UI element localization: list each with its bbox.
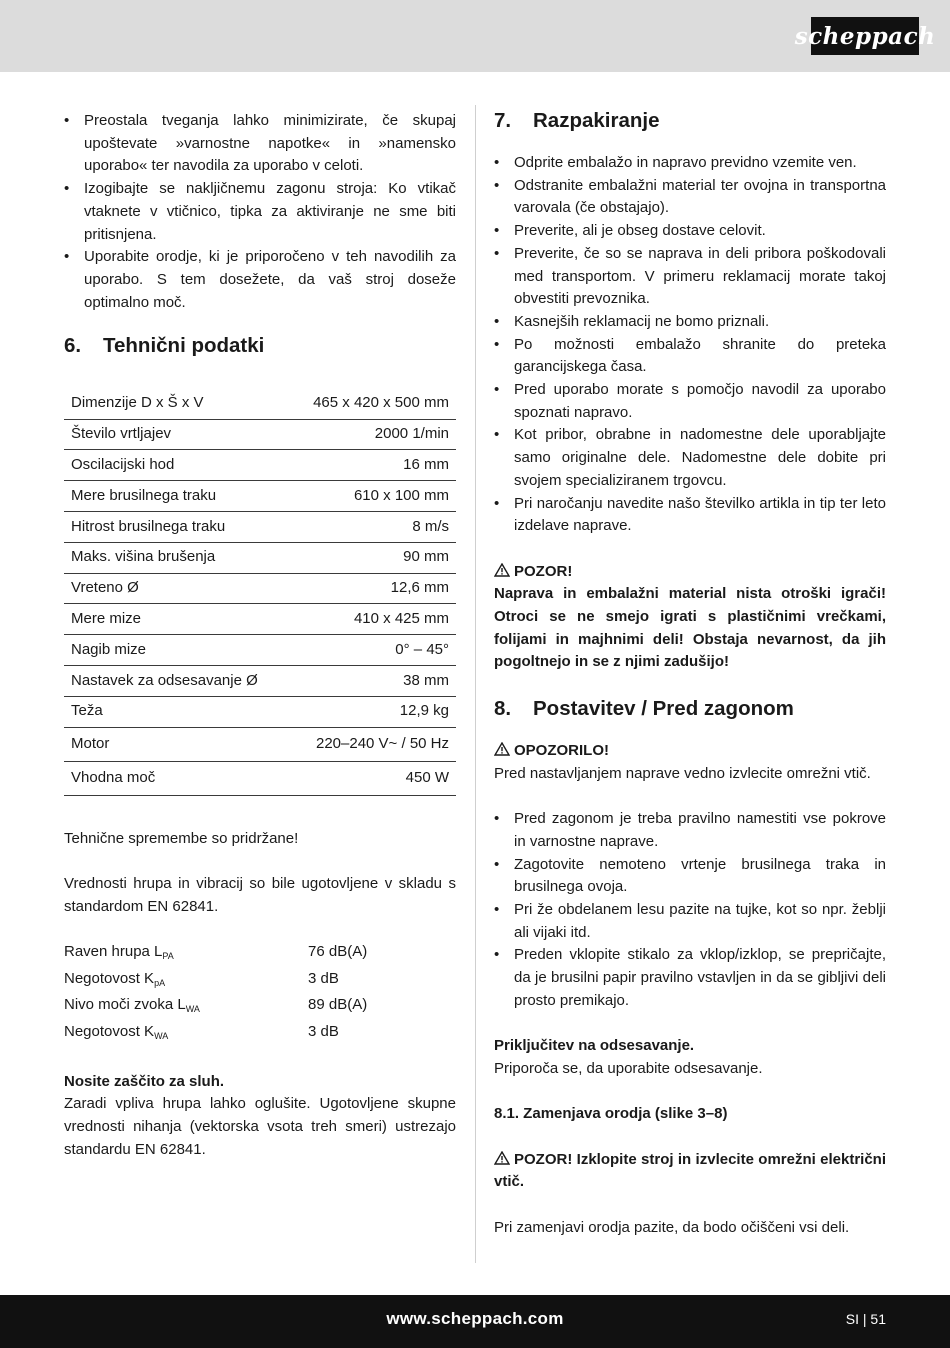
spec-label: Nagib mize — [64, 635, 288, 666]
caution-title: POZOR! — [514, 562, 573, 580]
spec-value: 220–240 V~ / 50 Hz — [288, 727, 456, 761]
list-item: • Pri že obdelanem lesu pazite na tujke, kot so npr. žeblji ali vijaki itd. — [494, 899, 886, 944]
noise-values-table — [64, 941, 456, 1048]
spec-value: 12,6 mm — [288, 573, 456, 604]
list-item: • Pri naročanju navedite našo številko artikla in tip ter leto izdelave naprave. — [494, 493, 886, 538]
noise-value: 76 dB(A) — [308, 943, 368, 961]
final-text: Pri zamenjavi orodja pazite, da bodo očiščeni vsi deli. — [494, 1218, 850, 1236]
spec-label: Maks. višina brušenja — [64, 542, 288, 573]
caution-text-2: POZOR! Izklopite stroj in izvlecite omrežni električni vtič. — [494, 1150, 886, 1191]
spec-value: 90 mm — [288, 542, 456, 573]
table-row — [64, 696, 456, 727]
section-number: 6. — [64, 334, 82, 358]
left-column — [64, 110, 456, 1161]
setup-bullet-list — [494, 808, 886, 1012]
spec-label: Nastavek za odsesavanje Ø — [64, 666, 288, 697]
list-item: • Preden vklopite stikalo za vklop/izklop, se prepričajte, da je brusilni papir pravilno vstavljen in da se gibljivi deli prosto premikajo. — [494, 944, 886, 1012]
list-item: • Kasnejših reklamacij ne bomo priznali. — [494, 311, 886, 334]
table-row — [64, 542, 456, 573]
list-item: • Preverite, ali je obseg dostave celovit. — [494, 220, 886, 243]
spec-label: Vreteno Ø — [64, 573, 288, 604]
tech-changes-note: Tehnične spremembe so pridržane! — [64, 829, 299, 847]
spec-value: 16 mm — [288, 450, 456, 481]
warning-block — [494, 740, 886, 763]
technical-data-table — [64, 388, 456, 795]
list-item: • Preverite, če so se naprava in deli pribora poškodovali med transportom. V primeru reklamacij morate takoj obvestiti prevoznika. — [494, 243, 886, 311]
spec-label: Število vrtljajev — [64, 419, 288, 450]
spec-label: Dimenzije D x Š x V — [64, 388, 288, 419]
footer-band — [0, 1295, 950, 1348]
table-row — [64, 666, 456, 697]
table-row — [64, 388, 456, 419]
table-row — [64, 635, 456, 666]
intro-bullet-list — [64, 110, 456, 314]
noise-label-text: Raven hrupa L — [64, 943, 163, 961]
suction-title: Priključitev na odsesavanje. — [494, 1037, 695, 1055]
spec-label: Mere mize — [64, 604, 288, 635]
warning-title: OPOZORILO! — [514, 742, 609, 760]
spec-value: 410 x 425 mm — [288, 604, 456, 635]
unpacking-bullet-list — [494, 152, 886, 538]
section-number: 8. — [494, 697, 512, 721]
caution-text: Naprava in embalažni material nista otroški igrači! Otroci se ne smejo igrati s plastičnimi vrečkami, folijami in majhnimi deli! Obstaja nevarnost, da jih pogoltnejo in se z njimi zadušijo! — [494, 585, 886, 671]
table-row — [64, 727, 456, 761]
section-heading-technical-data — [64, 333, 456, 359]
spec-label: Oscilacijski hod — [64, 450, 288, 481]
caution-block-2 — [494, 1149, 886, 1194]
list-item: • Zagotovite nemoteno vrtenje brusilnega traka in brusilnega ovoja. — [494, 854, 886, 899]
noise-label-subscript: pA — [154, 977, 166, 988]
list-item: • Pred zagonom je treba pravilno namestiti vse pokrove in varnostne naprave. — [494, 808, 886, 853]
table-row — [64, 481, 456, 512]
spec-value: 0° – 45° — [288, 635, 456, 666]
noise-label-subscript: WA — [154, 1031, 169, 1042]
warning-triangle-icon — [494, 563, 510, 577]
spec-value: 2000 1/min — [288, 419, 456, 450]
noise-label — [64, 1021, 308, 1048]
footer-url: www.scheppach.com — [386, 1309, 564, 1328]
subsection-heading: 8.1. Zamenjava orodja (slike 3–8) — [494, 1105, 728, 1123]
noise-value: 89 dB(A) — [308, 996, 368, 1014]
list-item: • Preostala tveganja lahko minimizirate, če skupaj upoštevate »varnostne napotke« in »namensko uporabo« ter navodila za uporabo v celoti. — [64, 110, 456, 178]
spec-value: 465 x 420 x 500 mm — [288, 388, 456, 419]
noise-intro: Vrednosti hrupa in vibracij so bile ugotovljene v skladu s standardom EN 62841. — [64, 874, 456, 915]
list-item: • Po možnosti embalažo shranite do preteka garancijskega časa. — [494, 334, 886, 379]
spec-value: 12,9 kg — [288, 696, 456, 727]
right-column — [494, 110, 886, 1240]
table-row — [64, 419, 456, 450]
table-row — [64, 604, 456, 635]
noise-value: 3 dB — [308, 1023, 339, 1041]
spec-value: 38 mm — [288, 666, 456, 697]
section-heading-setup — [494, 696, 886, 722]
table-row — [64, 573, 456, 604]
list-item: • Pred uporabo morate s pomočjo navodil za uporabo spoznati napravo. — [494, 379, 886, 424]
caution-block — [494, 561, 886, 584]
spec-label: Vhodna moč — [64, 761, 288, 795]
table-row — [64, 450, 456, 481]
noise-label — [64, 941, 308, 968]
section-title: Razpakiranje — [533, 109, 660, 132]
suction-text: Priporoča se, da uporabite odsesavanje. — [494, 1059, 763, 1077]
section-heading-unpacking — [494, 108, 886, 134]
section-title: Tehnični podatki — [103, 334, 265, 358]
spec-value: 450 W — [288, 761, 456, 795]
column-divider — [475, 105, 476, 1263]
warning-triangle-icon — [494, 1151, 510, 1165]
noise-label-text: Negotovost K — [64, 1023, 155, 1041]
section-number: 7. — [494, 109, 512, 132]
noise-label — [64, 968, 308, 995]
hearing-protection-text: Zaradi vpliva hrupa lahko oglušite. Ugotovljene skupne vrednosti nihanja (vektorska vsota treh smeri) ustrezajo standardu EN 62841. — [64, 1095, 456, 1158]
noise-label-text: Nivo moči zvoka L — [64, 996, 186, 1014]
noise-label-subscript: WA — [185, 1004, 200, 1015]
list-item: • Odprite embalažo in napravo previdno vzemite ven. — [494, 152, 886, 175]
noise-label — [64, 994, 308, 1021]
spec-label: Mere brusilnega traku — [64, 481, 288, 512]
spec-label: Teža — [64, 696, 288, 727]
list-item: • Kot pribor, obrabne in nadomestne dele uporabljajte samo originalne dele. Nadomestne dele dobite pri svojem specializiranem trgovcu. — [494, 424, 886, 492]
table-row — [64, 512, 456, 543]
noise-value: 3 dB — [308, 969, 339, 987]
section-title: Postavitev / Pred zagonom — [533, 697, 794, 721]
brand-logo: scheppach — [811, 17, 919, 55]
list-item: • Uporabite orodje, ki je priporočeno v teh navodilih za uporabo. S tem dosežete, da vaš stroj doseže optimalno moč. — [64, 246, 456, 314]
spec-label: Motor — [64, 727, 288, 761]
noise-label-subscript: PA — [162, 951, 174, 962]
list-item: • Izogibajte se nakljičnemu zagonu stroja: Ko vtikač vtaknete v vtičnico, tipka za aktiviranje ne sme biti pritisnjena. — [64, 178, 456, 246]
spec-value: 610 x 100 mm — [288, 481, 456, 512]
list-item: • Odstranite embalažni material ter ovojna in transportna varovala (če obstajajo). — [494, 175, 886, 220]
warning-triangle-icon — [494, 742, 510, 756]
noise-label-text: Negotovost K — [64, 969, 155, 987]
spec-label: Hitrost brusilnega traku — [64, 512, 288, 543]
warning-text: Pred nastavljanjem naprave vedno izvlecite omrežni vtič. — [494, 764, 871, 782]
spec-value: 8 m/s — [288, 512, 456, 543]
hearing-protection-title: Nosite zaščito za sluh. — [64, 1072, 225, 1090]
page-number: SI | 51 — [845, 1311, 886, 1327]
table-row — [64, 761, 456, 795]
